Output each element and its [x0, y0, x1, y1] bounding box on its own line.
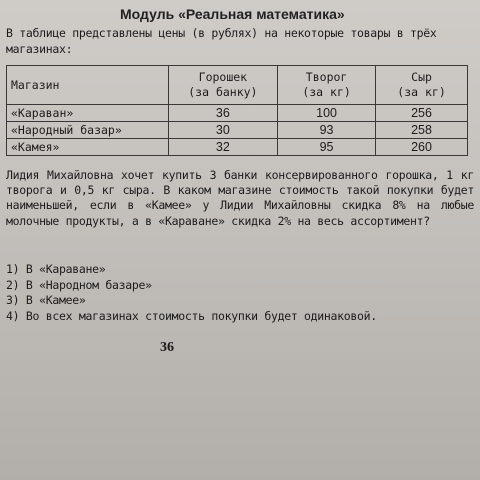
answer-option: 4) Во всех магазинах стоимость покупки будет одинаковой.	[6, 308, 377, 323]
header-peas-label: Горошек (за банку)	[188, 70, 258, 99]
answer-option: 2) В «Народном базаре»	[6, 277, 152, 292]
header-shop	[7, 66, 169, 105]
table-row	[7, 122, 468, 139]
problem-text: Лидия Михайловна хочет купить 3 банки консервированного горошка, 1 кг творога и 0,5 кг сыра. В каком магазине стоимость такой покупки будет наименьшей, если в «Камее» у Лидии Михайловны скидка 8% на любые молочные продукты, а в «Караване» скидка 2% на весь ассортимент?	[6, 168, 474, 228]
cell-cheese: 258	[376, 122, 468, 139]
header-peas	[168, 66, 277, 105]
cell-peas: 30	[168, 122, 277, 139]
header-cheese	[376, 66, 468, 105]
cell-peas: 36	[168, 105, 277, 122]
cell-cheese: 260	[376, 139, 468, 156]
header-curd	[278, 66, 376, 105]
cell-shop: «Народный базар»	[7, 122, 169, 139]
page-number: 36	[160, 340, 174, 355]
header-curd-label: Творог (за кг)	[302, 70, 351, 99]
cell-cheese: 256	[376, 105, 468, 122]
cell-curd: 95	[278, 139, 376, 156]
answer-option: 3) В «Камее»	[6, 293, 86, 307]
header-shop-label: Магазин	[11, 77, 60, 92]
intro-text: В таблице представлены цены (в рублях) на некоторые товары в трёх магазинах:	[6, 26, 437, 56]
table-row	[7, 105, 468, 122]
cell-shop: «Караван»	[7, 105, 169, 122]
table-row	[7, 139, 468, 156]
table-header-row	[7, 66, 468, 105]
cell-curd: 100	[278, 105, 376, 122]
header-cheese-label: Сыр (за кг)	[397, 70, 446, 99]
module-title: Модуль «Реальная математика»	[120, 6, 345, 22]
cell-peas: 32	[168, 139, 277, 156]
price-table	[6, 65, 468, 156]
cell-curd: 93	[278, 122, 376, 139]
answer-option: 1) В «Караване»	[6, 262, 106, 276]
cell-shop: «Камея»	[7, 139, 169, 156]
answer-options	[6, 262, 474, 324]
